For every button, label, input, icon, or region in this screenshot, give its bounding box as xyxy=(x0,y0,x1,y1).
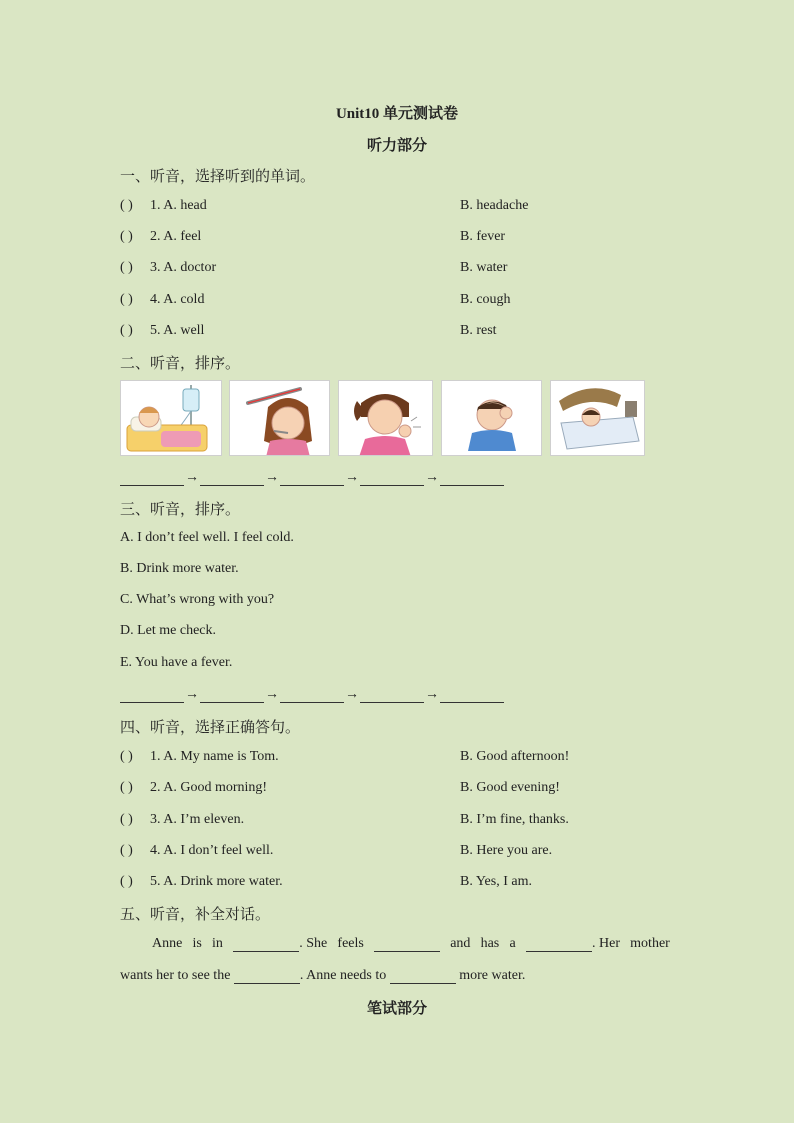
section2-heading: 二、听音，排序。 xyxy=(120,356,241,372)
section1-item-1-option-b: B. headache xyxy=(460,198,529,213)
section1-item-5 xyxy=(120,323,204,339)
fill-blank[interactable] xyxy=(374,938,440,952)
section3-order-blanks: → → → → xyxy=(120,687,504,703)
section1-item-3-option-b: B. water xyxy=(460,260,508,275)
sick-girl-in-bed-picture xyxy=(120,380,222,456)
fill-blank[interactable] xyxy=(526,938,592,952)
answer-paren[interactable]: ( ) xyxy=(120,812,133,827)
page-title: Unit10 单元测试卷 xyxy=(335,106,459,122)
section1-item-2 xyxy=(120,229,201,245)
section5-line-2: wants her to see the . Anne needs to more water. xyxy=(120,968,526,983)
section1-heading: 一、听音，选择听到的单词。 xyxy=(120,169,316,185)
section3-line-c: C. What’s wrong with you? xyxy=(120,592,275,607)
coughing-girl-picture xyxy=(338,380,433,456)
section5-heading: 五、听音，补全对话。 xyxy=(120,907,271,923)
option-a: 4. A. cold xyxy=(150,292,205,307)
section1-item-4-option-b: B. cough xyxy=(460,292,511,307)
section3-line-e: E. You have a fever. xyxy=(120,655,233,670)
section4-item-3 xyxy=(120,812,244,828)
option-a: 5. A. Drink more water. xyxy=(150,874,283,889)
section4-item-4 xyxy=(120,843,273,859)
section3-heading: 三、听音，排序。 xyxy=(120,502,241,518)
section1-item-5-option-b: B. rest xyxy=(460,323,497,338)
answer-paren[interactable]: ( ) xyxy=(120,749,133,764)
writing-section-title: 笔试部分 xyxy=(366,1001,427,1017)
section4-item-1 xyxy=(120,749,279,765)
option-a: 3. A. doctor xyxy=(150,260,217,275)
section3-line-b: B. Drink more water. xyxy=(120,561,239,576)
section5-line-1: Anne is in . She feels and has a . Her mother xyxy=(152,936,670,951)
order-blank[interactable] xyxy=(120,688,184,703)
section4-heading: 四、听音，选择正确答句。 xyxy=(120,720,301,736)
order-blank[interactable] xyxy=(360,688,424,703)
option-a: 2. A. feel xyxy=(150,229,202,244)
option-a: 1. A. head xyxy=(150,198,207,213)
section4-item-5-option-b: B. Yes, I am. xyxy=(460,874,532,889)
section1-item-1 xyxy=(120,198,207,214)
answer-paren[interactable]: ( ) xyxy=(120,198,133,213)
section4-item-4-option-b: B. Here you are. xyxy=(460,843,553,858)
thermometer-girl-picture xyxy=(229,380,330,456)
fill-blank[interactable] xyxy=(233,938,299,952)
order-blank[interactable] xyxy=(440,471,504,486)
order-blank[interactable] xyxy=(360,471,424,486)
option-a: 4. A. I don’t feel well. xyxy=(150,843,274,858)
option-a: 1. A. My name is Tom. xyxy=(150,749,279,764)
option-a: 5. A. well xyxy=(150,323,205,338)
order-blank[interactable] xyxy=(440,688,504,703)
section4-item-5 xyxy=(120,874,283,890)
section2-order-blanks: → → → → xyxy=(120,470,504,486)
order-blank[interactable] xyxy=(200,688,264,703)
order-blank[interactable] xyxy=(280,471,344,486)
answer-paren[interactable]: ( ) xyxy=(120,843,133,858)
section4-item-2-option-b: B. Good evening! xyxy=(460,780,560,795)
fill-blank[interactable] xyxy=(390,970,456,984)
answer-paren[interactable]: ( ) xyxy=(120,874,133,889)
option-a: 2. A. Good morning! xyxy=(150,780,268,795)
answer-paren[interactable]: ( ) xyxy=(120,780,133,795)
order-blank[interactable] xyxy=(120,471,184,486)
section1-item-2-option-b: B. fever xyxy=(460,229,506,244)
sleeping-boy-picture xyxy=(550,380,645,456)
order-blank[interactable] xyxy=(200,471,264,486)
section4-item-2 xyxy=(120,780,267,796)
section4-item-3-option-b: B. I’m fine, thanks. xyxy=(460,812,569,827)
option-a: 3. A. I’m eleven. xyxy=(150,812,245,827)
section3-line-d: D. Let me check. xyxy=(120,623,217,638)
section3-line-a: A. I don’t feel well. I feel cold. xyxy=(120,530,294,545)
answer-paren[interactable]: ( ) xyxy=(120,229,133,244)
fill-blank[interactable] xyxy=(234,970,300,984)
answer-paren[interactable]: ( ) xyxy=(120,292,133,307)
section4-item-1-option-b: B. Good afternoon! xyxy=(460,749,570,764)
section1-item-3 xyxy=(120,260,216,276)
headache-boy-picture xyxy=(441,380,542,456)
order-blank[interactable] xyxy=(280,688,344,703)
answer-paren[interactable]: ( ) xyxy=(120,260,133,275)
answer-paren[interactable]: ( ) xyxy=(120,323,133,338)
listening-section-title: 听力部分 xyxy=(366,138,427,154)
section1-item-4 xyxy=(120,292,204,308)
